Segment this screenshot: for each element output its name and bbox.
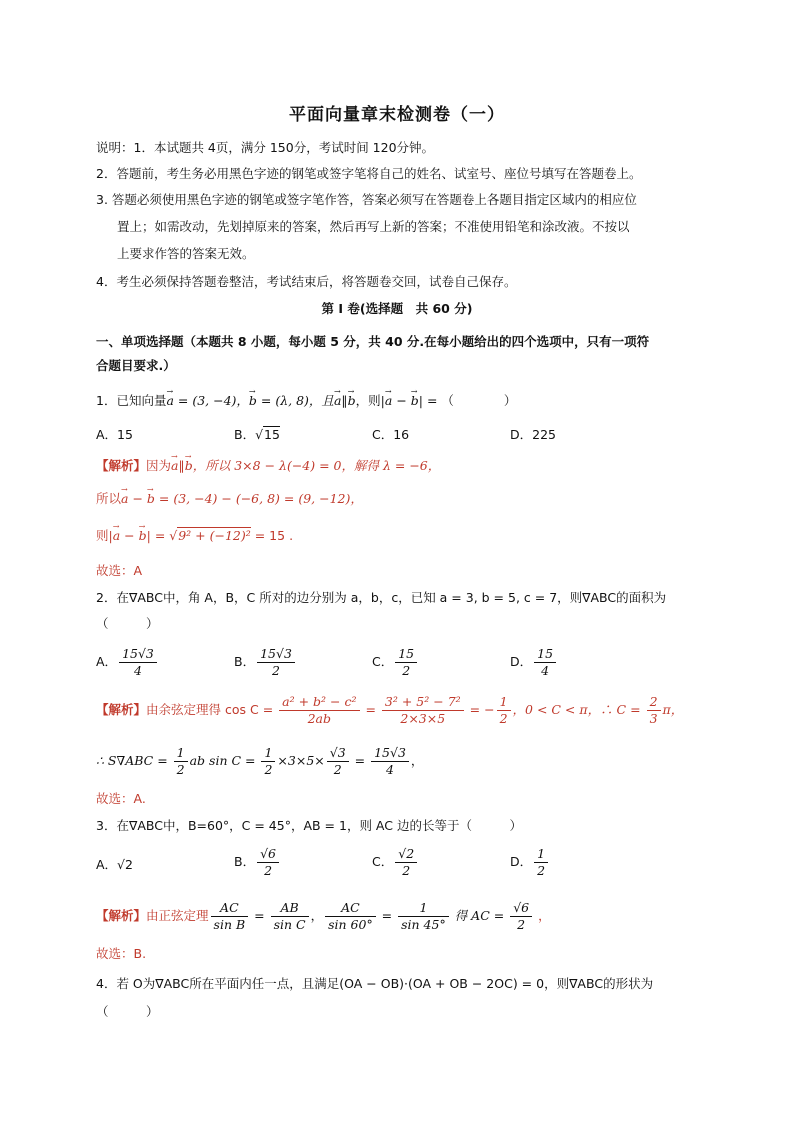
fraction	[497, 694, 511, 727]
denominator: 2	[402, 863, 411, 878]
numerator: 1	[398, 900, 449, 917]
numerator: √2	[395, 846, 417, 863]
vector-a: → a	[334, 392, 341, 410]
q3-answer: 故选：B.	[96, 946, 147, 961]
denominator: sin C	[273, 917, 306, 932]
parallel-symbol: ∥	[178, 458, 185, 473]
option-label: D．	[510, 854, 533, 869]
fraction	[382, 694, 464, 727]
q1-solution-line-1	[96, 457, 440, 475]
numerator: √6	[257, 846, 279, 863]
q1-sol-text: = (3, −4) − (−6, 8) = (9, −12)，	[154, 491, 363, 506]
q1-option-d: D．225	[510, 427, 556, 442]
q1-sol-text: ，所以 3×8 − λ(−4) = 0，解得 λ = −6，	[192, 458, 441, 473]
numerator: √6	[510, 900, 532, 917]
fraction	[534, 646, 556, 679]
option-label: C．	[372, 654, 394, 669]
q2-sol-text: ab sin C =	[189, 753, 260, 768]
denominator: sin 60°	[328, 917, 373, 932]
numerator: 1	[261, 745, 275, 762]
answer-paren: （ ）	[96, 616, 159, 631]
q3-sol-text: ，	[534, 908, 551, 923]
q3-option-d	[510, 846, 550, 879]
q3-option-a: A．√2	[96, 857, 133, 872]
numerator: AC	[211, 900, 249, 917]
numerator: AC	[325, 900, 376, 917]
numerator: 15	[395, 646, 417, 663]
q3-option-c	[372, 846, 419, 879]
option-label: B．	[234, 854, 256, 869]
q3-sol-text: 得 AC =	[450, 908, 509, 923]
fraction	[647, 694, 661, 727]
q1-option-c: C．16	[372, 427, 410, 442]
fraction	[371, 745, 409, 778]
vector-b: → b	[249, 392, 257, 410]
analysis-tag: 【解析】	[96, 702, 147, 717]
instruction-line: 4．考生必须保持答题卷整洁，考试结束后，将答题卷交回，试卷自己保存。	[96, 274, 517, 289]
equals: =	[350, 753, 370, 768]
q1-stem-text: 1．已知向量	[96, 393, 167, 408]
q1-then: ，则	[355, 393, 381, 408]
q1-sol-text: 因为	[146, 458, 172, 473]
separator: ，	[310, 908, 324, 923]
equals: =	[250, 908, 269, 923]
fraction	[327, 745, 349, 778]
q2-option-c	[372, 646, 419, 679]
minus: −	[392, 393, 411, 408]
denominator: 2	[176, 762, 185, 777]
q1-option-a: A．15	[96, 427, 133, 442]
analysis-tag: 【解析】	[96, 908, 147, 923]
q1-solution-line-2	[96, 490, 363, 508]
fraction	[395, 846, 417, 879]
numerator: 2	[647, 694, 661, 711]
vector-a: → a	[113, 527, 120, 545]
q3-sol-text: 由正弦定理	[146, 908, 209, 923]
denominator: 2	[264, 863, 273, 878]
denominator: 2ab	[307, 711, 332, 726]
fraction	[271, 900, 309, 933]
q1-option-b: B．√15	[234, 427, 280, 442]
analysis-tag: 【解析】	[96, 458, 147, 473]
option-b-label: B．	[234, 427, 256, 442]
denominator: 4	[386, 762, 394, 777]
denominator: 2	[537, 863, 546, 878]
numerator: AB	[271, 900, 309, 917]
fraction	[510, 900, 532, 933]
q2-sol-text: ，	[410, 753, 424, 768]
fraction	[174, 745, 188, 778]
q2-solution-line-2	[96, 745, 423, 778]
option-label: B．	[234, 654, 256, 669]
parallel-symbol: ∥	[341, 393, 348, 408]
q2-sol-text: ∴ S∇ABC =	[96, 753, 172, 768]
q1-solution-line-3: 则|→ a − → b| = √9² + (−12)² = 15 .	[96, 527, 293, 545]
q1-sol-text: 则	[96, 528, 109, 543]
q2-sol-text: ，0 < C < π，∴ C =	[512, 702, 645, 717]
question-2-stem: 2．在∇ABC中，角 A，B，C 所对的边分别为 a，b，c，已知 a = 3, b = 5, c = 7，则∇ABC的面积为	[96, 590, 667, 605]
fraction	[325, 900, 376, 933]
denominator: 2	[402, 663, 411, 678]
fraction	[211, 900, 249, 933]
vector-b: → b	[348, 392, 356, 410]
denominator: sin B	[213, 917, 246, 932]
numerator: √3	[327, 745, 349, 762]
q2-sol-text: ×3×5×	[277, 753, 325, 768]
vector-b: → b	[411, 392, 419, 410]
denominator: 2	[333, 762, 342, 777]
option-label: C．	[372, 854, 394, 869]
vector-b: → b	[139, 527, 147, 545]
denominator: 4	[134, 663, 142, 678]
q2-option-b	[234, 646, 297, 679]
minus: −	[120, 528, 139, 543]
q1-sol-text: = 15 .	[250, 528, 294, 543]
denominator: 2	[499, 711, 508, 726]
instruction-line: 上要求作答的答案无效。	[117, 246, 255, 261]
q1-sol-text: =	[150, 528, 170, 543]
numerator: 15√3	[371, 745, 409, 762]
q2-solution-line-1	[96, 694, 683, 727]
q2-sol-text: π，	[662, 702, 684, 717]
part-title: 第 I 卷(选择题 共 60 分)	[321, 301, 473, 316]
fraction	[279, 694, 359, 727]
sqrt-expression: 9² + (−12)²	[178, 528, 251, 543]
fraction	[398, 900, 449, 933]
q2-answer: 故选：A.	[96, 791, 146, 806]
section-title: 一、单项选择题（本题共 8 小题，每小题 5 分，共 40 分.在每小题给出的四个选项中，只有一项符	[96, 334, 650, 349]
denominator: sin 45°	[401, 917, 446, 932]
fraction	[261, 745, 275, 778]
answer-paren: （ ）	[96, 1004, 159, 1019]
instruction-line: 说明：1．本试题共 4页，满分 150分，考试时间 120分钟。	[96, 140, 435, 155]
vector-a: → a	[121, 490, 128, 508]
equals-minus: = −	[465, 702, 495, 717]
equals: =	[361, 702, 380, 717]
fraction	[119, 646, 157, 679]
denominator: 4	[541, 663, 550, 678]
vector-a: → a	[385, 392, 392, 410]
option-label: A．	[96, 654, 118, 669]
numerator: 3² + 5² − 7²	[382, 694, 464, 711]
instruction-line: 置上；如需改动，先划掉原来的答案，然后再写上新的答案；不准使用铅笔和涂改液。不按以	[117, 219, 630, 234]
numerator: 1	[534, 846, 548, 863]
numerator: 15√3	[257, 646, 295, 663]
page-title: 平面向量章末检测卷（一）	[289, 105, 505, 125]
numerator: 15	[534, 646, 556, 663]
q2-option-d	[510, 646, 558, 679]
q1-answer: 故选：A	[96, 563, 143, 578]
answer-paren: = （ ）	[423, 393, 517, 408]
q1-eq-b: = (λ, 8)，且	[256, 393, 334, 408]
q1-sol-text: 所以	[96, 491, 122, 506]
q3-solution	[96, 900, 551, 933]
numerator: 15√3	[119, 646, 157, 663]
vector-b: → b	[147, 490, 155, 508]
vector-b: → b	[185, 457, 193, 475]
vector-a: → a	[171, 457, 178, 475]
denominator: 2	[517, 917, 526, 932]
instruction-line: 3. 答题必须使用黑色字迹的钢笔或签字笔作答，答案必须写在答题卷上各题目指定区域内的相应位	[96, 192, 637, 207]
q2-option-a	[96, 646, 159, 679]
denominator: 2×3×5	[400, 711, 446, 726]
numerator: a² + b² − c²	[279, 694, 359, 711]
denominator: 2	[264, 762, 273, 777]
minus: −	[128, 491, 147, 506]
vector-a: → a	[166, 392, 173, 410]
option-label: D．	[510, 654, 533, 669]
fraction	[395, 646, 417, 679]
q2-sol-text: 由余弦定理得 cos C =	[146, 702, 278, 717]
fraction	[257, 846, 279, 879]
q3-option-b	[234, 846, 281, 879]
equals: =	[377, 908, 397, 923]
denominator: 2	[272, 663, 280, 678]
instruction-line: 2．答题前，考生务必用黑色字迹的钢笔或签字笔将自己的姓名、试室号、座位号填写在答题卷上。	[96, 166, 642, 181]
denominator: 3	[649, 711, 658, 726]
question-1-stem: 1．已知向量→ a = (3, −4)，→ b = (λ, 8)，且→ a∥→ b，则|→ a − → b| = （ ）	[96, 392, 516, 410]
numerator: 1	[497, 694, 511, 711]
sqrt-value: 15	[264, 427, 280, 442]
numerator: 1	[174, 745, 188, 762]
fraction	[257, 646, 295, 679]
question-3-stem: 3．在∇ABC中，B=60°，C = 45°，AB = 1，则 AC 边的长等于（ ）	[96, 818, 522, 833]
fraction	[534, 846, 548, 879]
q1-eq-a: = (3, −4)，	[173, 393, 249, 408]
section-title-cont: 合题目要求.）	[96, 358, 176, 373]
question-4-stem: 4．若 O为∇ABC所在平面内任一点，且满足(OA − OB)·(OA + OB − 2OC) = 0，则∇ABC的形状为	[96, 976, 654, 991]
